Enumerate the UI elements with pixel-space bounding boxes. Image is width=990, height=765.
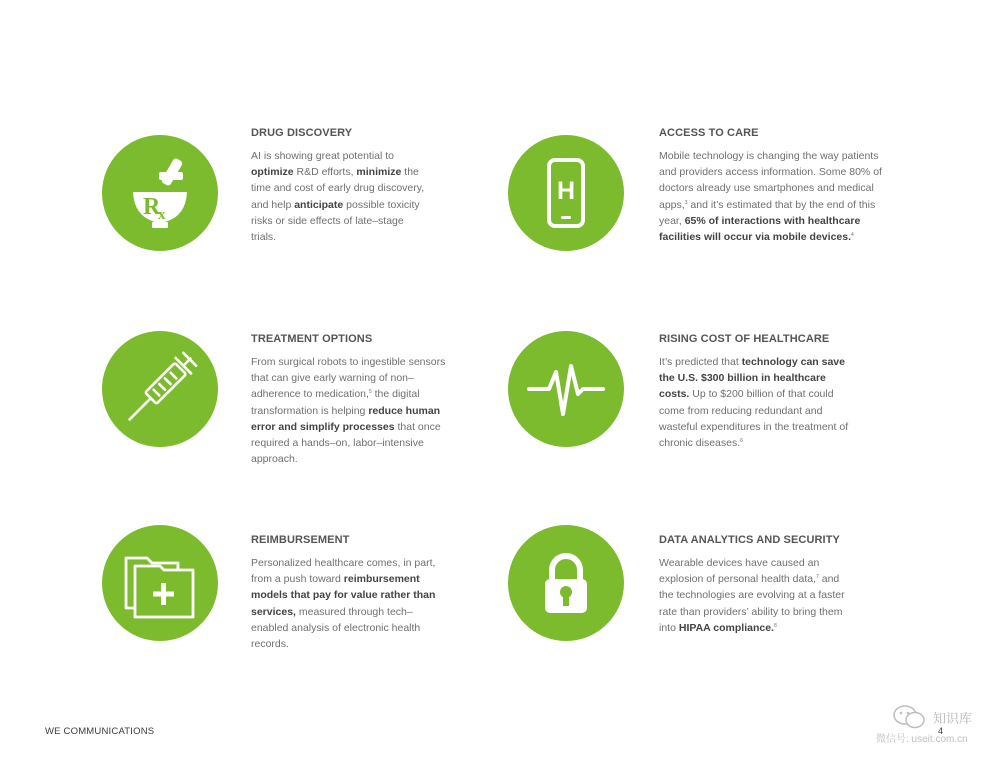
section-body	[251, 148, 431, 245]
watermark-brand: 知识库	[933, 711, 973, 726]
treatment-options-icon-circle	[102, 331, 218, 447]
body-text: From surgical robots to ingestible sensors that can give early warning of non–adherence to medication,	[251, 356, 446, 401]
mortar-pestle-rx-icon	[115, 148, 205, 238]
section-heading: REIMBURSEMENT	[251, 534, 350, 546]
section-treatment-options	[251, 333, 447, 467]
page-number: 4	[938, 726, 944, 736]
footnote-ref: 5	[368, 389, 372, 396]
access-to-care-icon-circle	[508, 135, 624, 251]
svg-text:R: R	[143, 194, 161, 220]
body-text: the digital transformation is helping	[251, 388, 420, 417]
svg-text:H: H	[556, 177, 576, 205]
mobile-hospital-icon	[521, 148, 611, 238]
footnote-ref: 6	[740, 438, 743, 445]
emphasis-text: technology can save the U.S. $300 billion in healthcare costs.	[659, 356, 845, 401]
emphasis-text: reimbursement models that pay for value rather than services,	[251, 573, 436, 618]
folder-plus-icon	[115, 538, 205, 628]
section-body	[251, 354, 447, 467]
emphasis-text: 65% of interactions with healthcare facilities will occur via mobile devices.	[659, 214, 861, 244]
padlock-icon	[521, 538, 611, 628]
body-text: the time and cost of early drug discovery, and help	[251, 166, 425, 211]
section-body	[659, 354, 859, 451]
body-text: and it’s estimated that by the end of this year,	[659, 198, 876, 227]
footnote-ref: 8	[773, 622, 777, 629]
watermark-id: 微信号: useit.com.cn	[876, 734, 968, 745]
body-text: and the technologies are evolving at a faster rate than providers’ ability to bring them into	[659, 573, 845, 634]
section-heading: DRUG DISCOVERY	[251, 127, 353, 139]
footer-brand: WE COMMUNICATIONS	[45, 726, 155, 737]
section-data-security	[659, 534, 855, 636]
body-text: Wearable devices have caused an explosion of personal health data,	[659, 557, 820, 586]
body-text: Up to $200 billion of that could come from reducing redundant and wasteful expenditures in the treatment of chronic diseases.	[659, 388, 849, 450]
section-reimbursement	[251, 534, 443, 652]
emphasis-text: reduce human error and simplify processes	[251, 404, 441, 433]
section-drug-discovery	[251, 127, 431, 245]
footnote-ref: 7	[816, 574, 819, 581]
emphasis-text: minimize	[356, 166, 402, 179]
section-body	[659, 555, 855, 636]
section-heading: TREATMENT OPTIONS	[251, 333, 373, 345]
body-text: It’s predicted that	[659, 356, 742, 368]
body-text: Personalized healthcare comes, in part, from a push toward	[251, 557, 436, 586]
body-text: AI is showing great potential to	[251, 150, 395, 162]
emphasis-text: anticipate	[294, 198, 344, 211]
reimbursement-icon-circle	[102, 525, 218, 641]
section-body	[251, 555, 443, 652]
watermark	[876, 702, 986, 746]
emphasis-text: optimize	[251, 166, 294, 179]
section-heading: DATA ANALYTICS AND SECURITY	[659, 534, 840, 546]
syringe-icon	[115, 344, 205, 434]
drug-discovery-icon-circle	[102, 135, 218, 251]
body-text: measured through tech–enabled analysis of electronic health records.	[251, 605, 421, 651]
body-text: Mobile technology is changing the way patients and providers access information. Some 80% of doctors already use smartphones and medical apps,	[659, 150, 882, 211]
wechat-icon	[892, 704, 926, 730]
footnote-ref: 3	[684, 199, 688, 206]
body-text: possible toxicity risks or side effects of late–stage trials.	[251, 198, 420, 244]
emphasis-text: HIPAA compliance.	[678, 621, 774, 634]
data-security-icon-circle	[508, 525, 624, 641]
footnote-ref: 4	[851, 232, 854, 239]
heartbeat-icon	[521, 344, 611, 434]
rising-cost-icon-circle	[508, 331, 624, 447]
section-heading: ACCESS TO CARE	[659, 127, 759, 139]
section-heading: RISING COST OF HEALTHCARE	[659, 333, 830, 345]
body-text: R&D efforts,	[293, 166, 357, 179]
section-access-to-care	[659, 127, 884, 245]
body-text: that once required a hands–on, labor–intensive approach.	[251, 420, 441, 466]
section-body	[659, 148, 884, 245]
section-rising-cost	[659, 333, 859, 451]
svg-text:x: x	[158, 207, 166, 223]
